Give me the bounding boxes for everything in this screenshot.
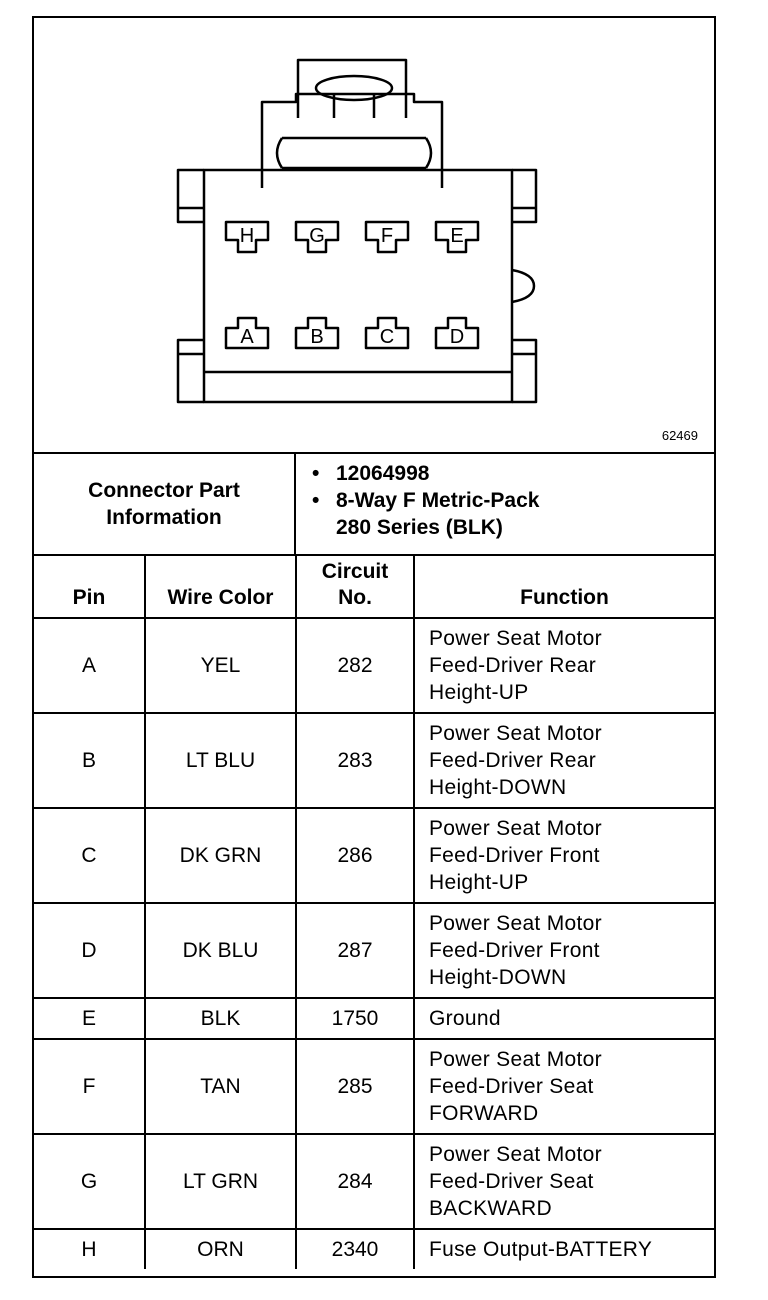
function-cell <box>414 808 714 903</box>
table-row <box>34 618 714 713</box>
function-line: Feed-Driver Front <box>429 844 600 867</box>
connector-sheet <box>32 16 716 1278</box>
table-row <box>34 903 714 998</box>
function-line: Feed-Driver Rear <box>429 749 597 772</box>
function-line: Power Seat Motor <box>429 1143 602 1166</box>
table-row <box>34 1039 714 1134</box>
pin-label-C: C <box>379 326 395 348</box>
latch-tab <box>298 60 406 118</box>
latch-housing <box>262 94 442 188</box>
function-cell <box>414 1229 714 1269</box>
pinout-rows <box>34 618 714 1269</box>
function-cell <box>414 713 714 808</box>
wire-color-cell: TAN <box>145 1039 296 1134</box>
pin-label-F: F <box>380 225 394 247</box>
table-row <box>34 1229 714 1269</box>
pin-label-B: B <box>310 326 324 348</box>
wire-color-cell: LT GRN <box>145 1134 296 1229</box>
pinout-table <box>34 556 714 1269</box>
function-line: Ground <box>429 1007 501 1030</box>
connector-type-line2: 280 Series (BLK) <box>336 516 503 539</box>
table-row <box>34 808 714 903</box>
left-ear-top <box>178 170 204 222</box>
function-cell <box>414 998 714 1039</box>
function-line: Height-DOWN <box>429 966 567 989</box>
function-line: Feed-Driver Seat <box>429 1075 594 1098</box>
header-circuit <box>296 556 414 618</box>
right-ear-top <box>512 170 536 222</box>
pin-label-A: A <box>240 326 254 348</box>
function-line: Feed-Driver Rear <box>429 654 597 677</box>
function-line: Power Seat Motor <box>429 722 602 745</box>
pin-label-H: H <box>239 225 255 247</box>
wire-color-cell: YEL <box>145 618 296 713</box>
part-info-label-line2: Information <box>106 506 222 529</box>
pin-cell: F <box>34 1039 145 1134</box>
part-info-label-line1: Connector Part <box>88 479 240 502</box>
function-line: Height-DOWN <box>429 776 567 799</box>
wire-color-cell: DK GRN <box>145 808 296 903</box>
function-line: Fuse Output-BATTERY <box>429 1238 653 1261</box>
pin-cell: C <box>34 808 145 903</box>
pin-label-D: D <box>449 326 465 348</box>
circuit-cell: 282 <box>296 618 414 713</box>
part-info-section <box>34 454 714 556</box>
circuit-cell: 1750 <box>296 998 414 1039</box>
circuit-cell: 284 <box>296 1134 414 1229</box>
connector-body <box>204 170 512 402</box>
circuit-cell: 283 <box>296 713 414 808</box>
pin-cell: E <box>34 998 145 1039</box>
part-number: • 12064998 <box>336 460 714 487</box>
function-cell <box>414 1134 714 1229</box>
table-row <box>34 713 714 808</box>
pin-cell: G <box>34 1134 145 1229</box>
circuit-cell: 286 <box>296 808 414 903</box>
table-row <box>34 998 714 1039</box>
part-info-label <box>34 454 296 554</box>
latch-slot <box>316 76 392 100</box>
wire-color-cell: BLK <box>145 998 296 1039</box>
pin-cell: H <box>34 1229 145 1269</box>
header-wire-color: Wire Color <box>145 556 296 618</box>
header-circuit-line2: No. <box>338 586 372 609</box>
connector-face-drawing <box>34 18 714 454</box>
function-line: Power Seat Motor <box>429 912 602 935</box>
left-ear-bottom <box>178 340 204 402</box>
header-circuit-line1: Circuit <box>321 560 389 583</box>
table-header-row <box>34 556 714 618</box>
pin-label-G: G <box>309 225 325 247</box>
function-line: BACKWARD <box>429 1197 552 1220</box>
wire-color-cell: ORN <box>145 1229 296 1269</box>
pin-label-E: E <box>450 225 464 247</box>
circuit-cell: 287 <box>296 903 414 998</box>
function-line: Height-UP <box>429 681 529 704</box>
pin-cell: A <box>34 618 145 713</box>
polarizing-notch <box>512 270 534 302</box>
wire-color-cell: LT BLU <box>145 713 296 808</box>
header-pin: Pin <box>34 556 145 618</box>
circuit-cell: 285 <box>296 1039 414 1134</box>
function-line: FORWARD <box>429 1102 539 1125</box>
right-ear-bottom <box>512 340 536 402</box>
function-line: Power Seat Motor <box>429 1048 602 1071</box>
table-row <box>34 1134 714 1229</box>
connector-type <box>336 487 714 541</box>
connector-diagram <box>34 18 714 454</box>
connector-type-line1: 8-Way F Metric-Pack <box>336 489 540 512</box>
function-line: Feed-Driver Front <box>429 939 600 962</box>
figure-number: 62469 <box>661 428 698 443</box>
function-line: Power Seat Motor <box>429 817 602 840</box>
pin-cell: D <box>34 903 145 998</box>
pin-cell: B <box>34 713 145 808</box>
circuit-cell: 2340 <box>296 1229 414 1269</box>
function-cell <box>414 903 714 998</box>
function-line: Power Seat Motor <box>429 627 602 650</box>
part-info-list <box>296 454 714 554</box>
function-cell <box>414 1039 714 1134</box>
function-line: Feed-Driver Seat <box>429 1170 594 1193</box>
function-line: Height-UP <box>429 871 529 894</box>
header-function: Function <box>414 556 714 618</box>
function-cell <box>414 618 714 713</box>
wire-color-cell: DK BLU <box>145 903 296 998</box>
